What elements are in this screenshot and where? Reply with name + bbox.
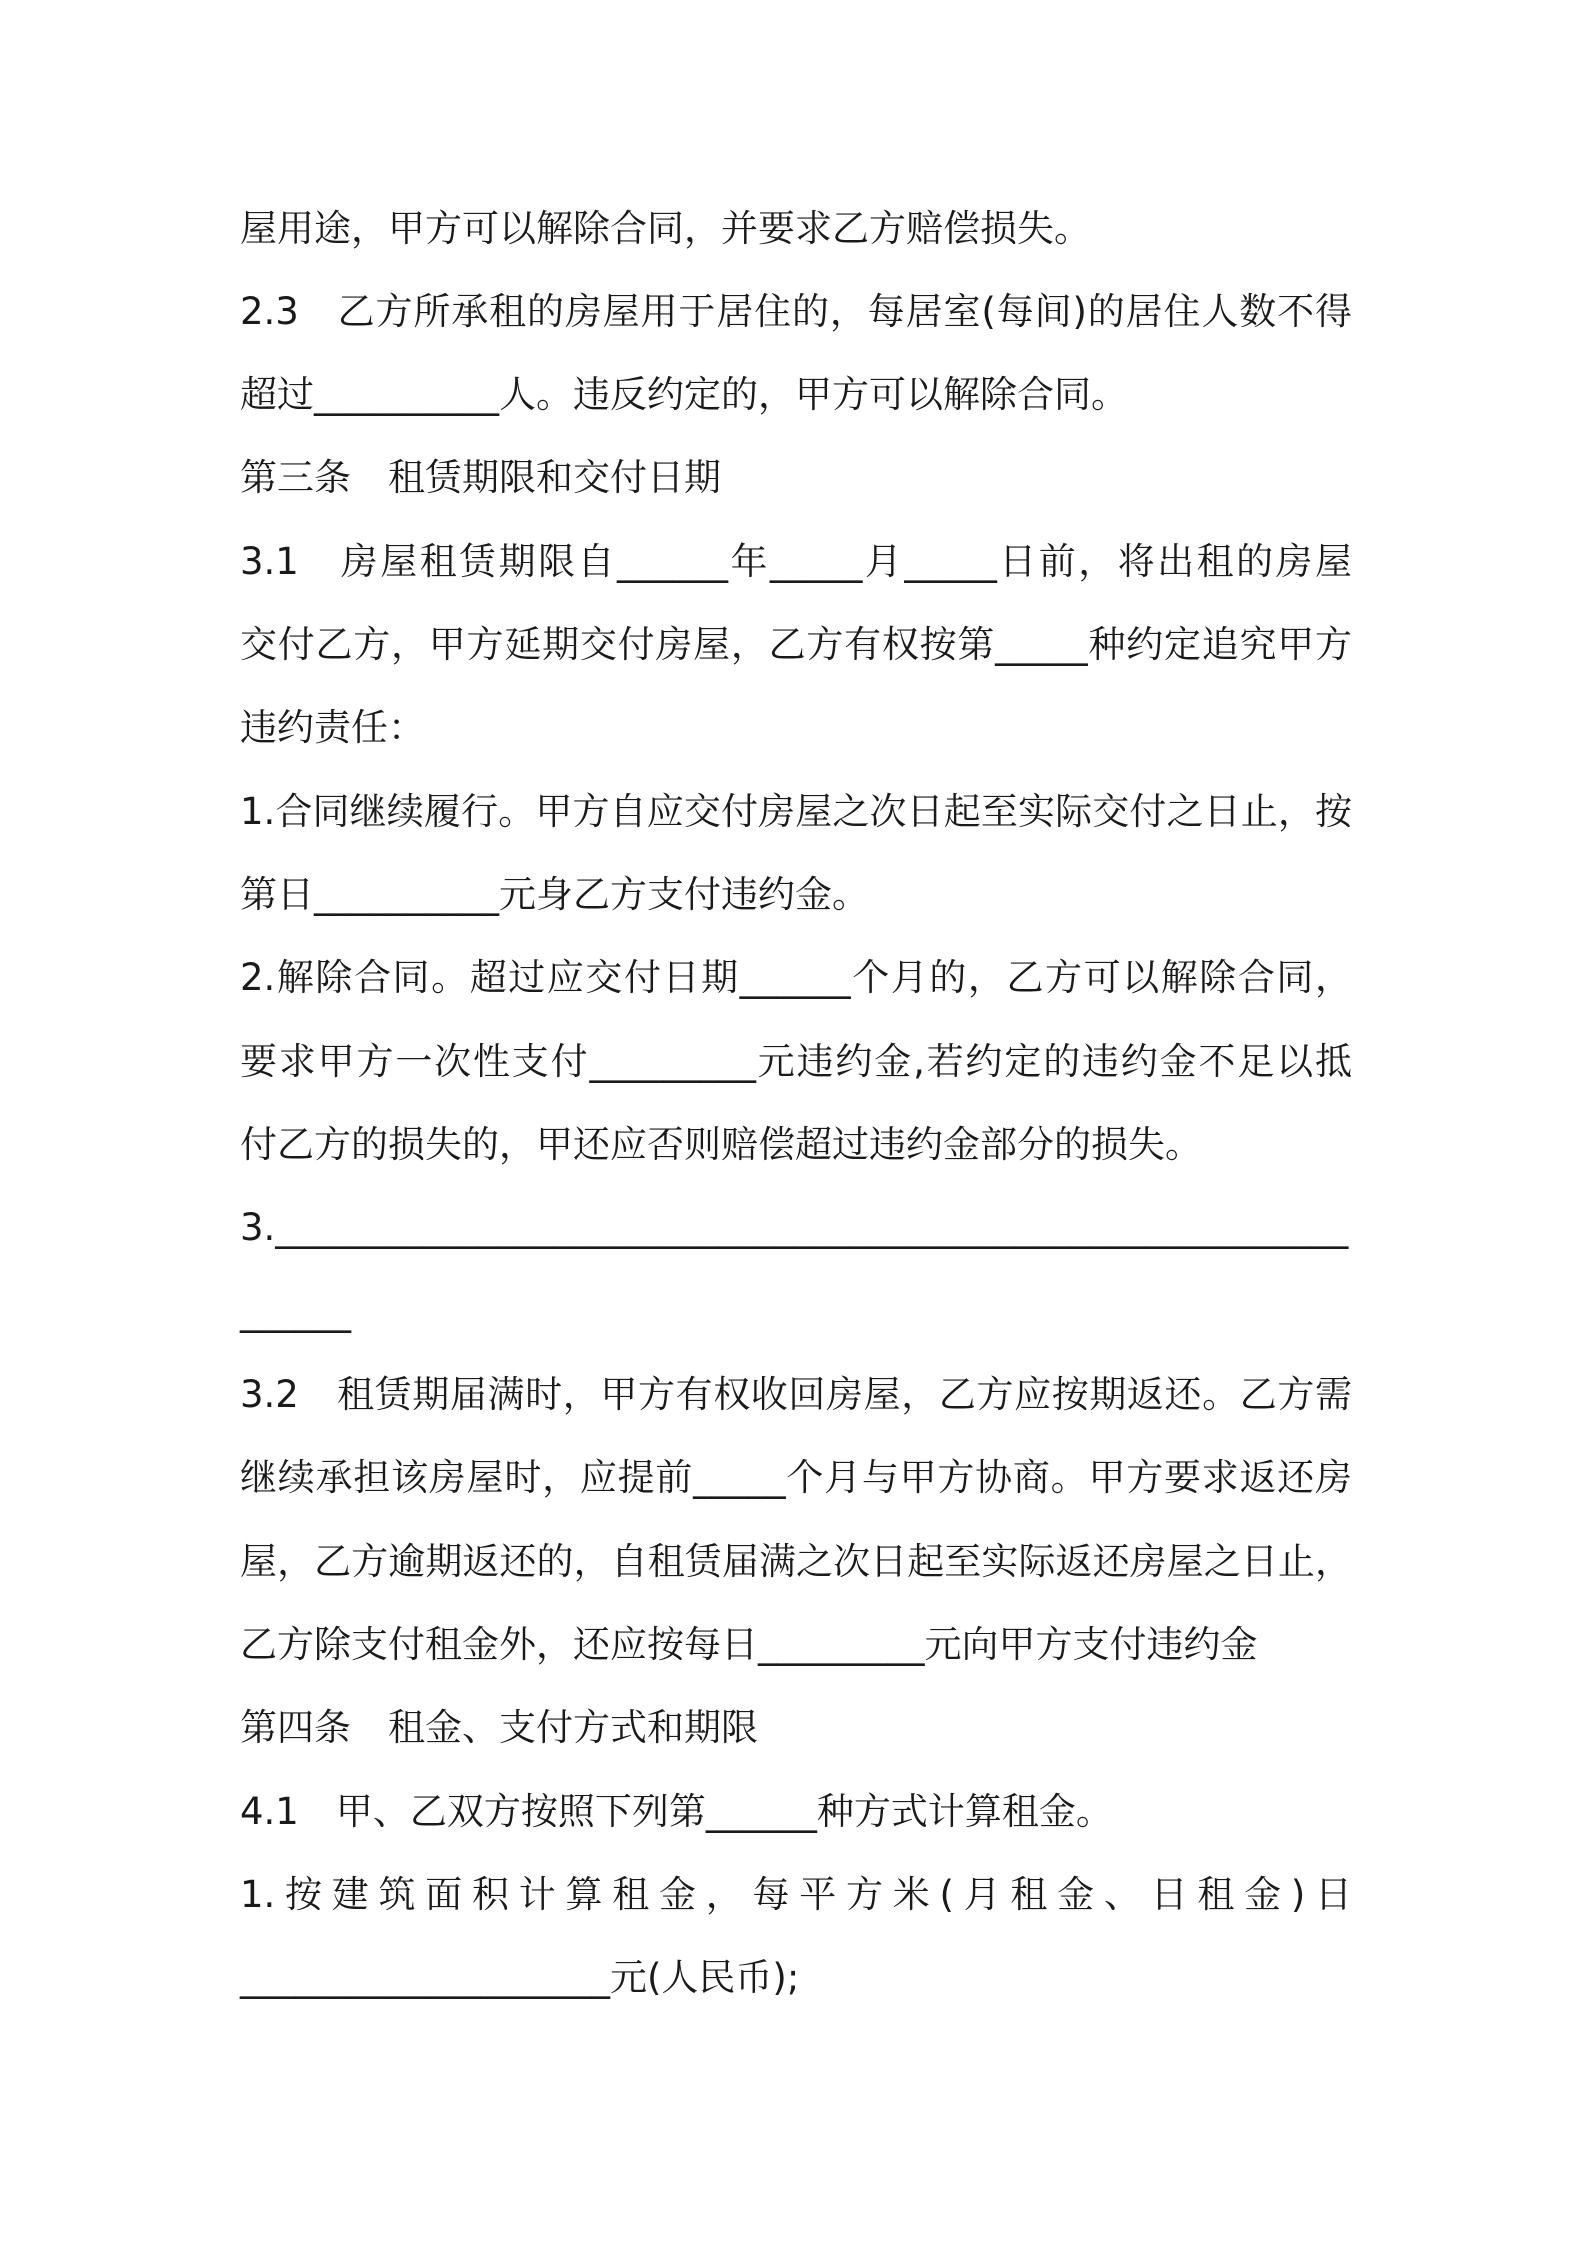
- text-line: 要求甲方一次性支付_________元违约金,若约定的违约金不足以抵: [240, 1040, 1352, 1083]
- text-line: 屋用途，甲方可以解除合同，并要求乙方赔偿损失。: [240, 207, 1091, 250]
- text-line: ____________________元(人民币);: [240, 1956, 800, 1999]
- text-line: 第日__________元身乙方支付违约金。: [240, 873, 869, 916]
- text-line: 继续承担该房屋时，应提前_____个月与甲方协商。甲方要求返还房: [240, 1456, 1352, 1499]
- text-line: 1.合同继续履行。甲方自应交付房屋之次日起至实际交付之日止，按: [240, 790, 1352, 833]
- text-line: 交付乙方，甲方延期交付房屋，乙方有权按第_____种约定追究甲方: [240, 623, 1352, 666]
- text-line: 付乙方的损失的，甲还应否则赔偿超过违约金部分的损失。: [240, 1123, 1202, 1166]
- text-line: 4.1 甲、乙双方按照下列第______种方式计算租金。: [240, 1790, 1113, 1833]
- text-line: 屋，乙方逾期返还的，自租赁届满之次日起至实际返还房屋之日止，: [240, 1540, 1352, 1583]
- text-line: 2.解除合同。超过应交付日期______个月的，乙方可以解除合同，: [240, 956, 1352, 999]
- blank-line: 3.__________________________________________________________: [240, 1206, 1349, 1249]
- text-line: 3.1 房屋租赁期限自______年_____月_____日前，将出租的房屋: [240, 540, 1352, 583]
- section-heading: 第四条 租金、支付方式和期限: [240, 1706, 758, 1749]
- text-line: 1.按建筑面积计算租金，每平方米(月租金、日租金)日: [240, 1873, 1352, 1916]
- text-line: 超过__________人。违反约定的，甲方可以解除合同。: [240, 373, 1128, 416]
- text-line: 违约责任：: [240, 706, 425, 749]
- text-line: 乙方除支付租金外，还应按每日_________元向甲方支付违约金: [240, 1623, 1258, 1666]
- text-line: 3.2 租赁期届满时，甲方有权收回房屋，乙方应按期返还。乙方需: [240, 1373, 1352, 1416]
- section-heading: 第三条 租赁期限和交付日期: [240, 456, 721, 499]
- blank-line: ______: [240, 1290, 351, 1333]
- text-line: 2.3 乙方所承租的房屋用于居住的，每居室(每间)的居住人数不得: [240, 290, 1352, 333]
